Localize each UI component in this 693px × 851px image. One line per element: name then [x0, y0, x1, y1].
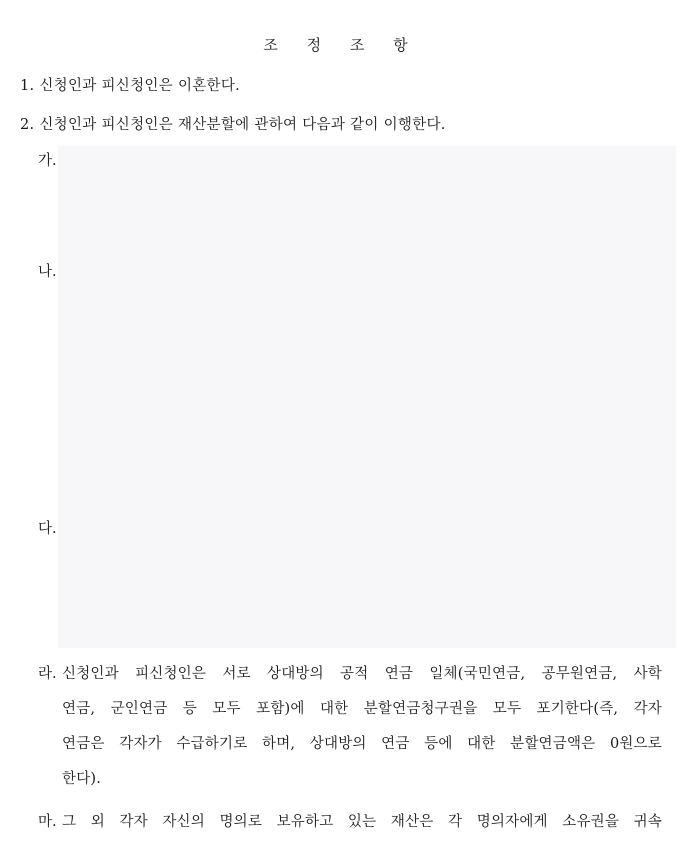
clause-1-text: 신청인과 피신청인은 이혼한다. [39, 78, 241, 94]
sub-item-na-label: 나. [38, 264, 57, 280]
sub-item-ra-line-2: 연금, 군인연금 등 모두 포함)에 대한 분할연금청구권을 모두 포기한다(즉, 각자 [62, 701, 662, 717]
sub-item-ra-line-3: 연금은 각자가 수급하기로 하며, 상대방의 연금 등에 대한 분할연금액은 0원으로 [62, 736, 662, 752]
clause-1 [20, 74, 240, 95]
sub-item-ga-label: 가. [38, 153, 57, 169]
sub-item-ra-line-4: 한다). [62, 771, 102, 787]
sub-item-ra-line-1: 신청인과 피신청인은 서로 상대방의 공적 연금 일체(국민연금, 공무원연금, 사학 [62, 666, 662, 682]
clause-2-number: 2. [20, 117, 35, 133]
clause-1-number: 1. [20, 78, 35, 94]
clause-2-text: 신청인과 피신청인은 재산분할에 관하여 다음과 같이 이행한다. [39, 117, 446, 133]
sub-item-ma-label: 마. [38, 814, 57, 830]
clause-2 [20, 113, 446, 134]
sub-item-ra-label: 라. [38, 666, 57, 682]
document-title: 조 정 조 항 [263, 36, 420, 54]
sub-item-ma-line-1: 그 외 각자 자신의 명의로 보유하고 있는 재산은 각 명의자에게 소유권을 귀속 [62, 814, 662, 830]
redacted-region [58, 146, 676, 648]
sub-item-ra [38, 655, 662, 795]
sub-item-ma [38, 803, 662, 838]
sub-item-da-label: 다. [38, 521, 57, 537]
